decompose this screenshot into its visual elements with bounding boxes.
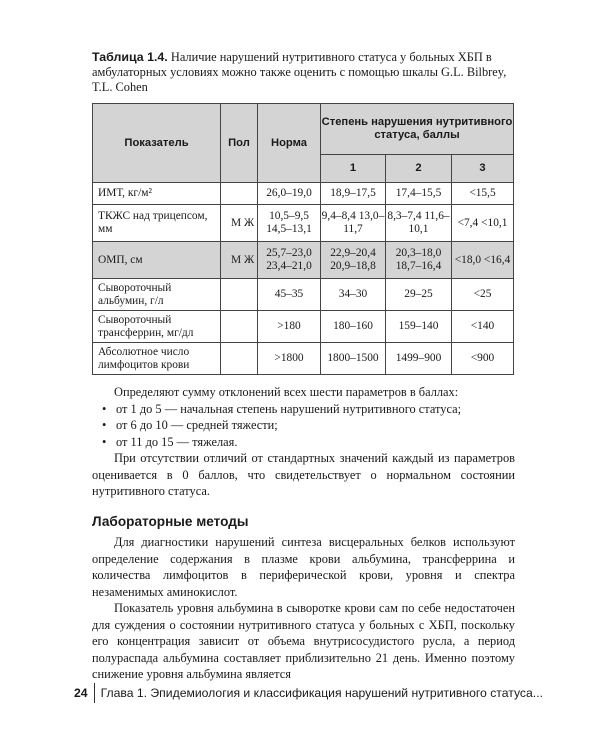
row-grade-3: <900 [452,343,514,375]
header-grade: Степень нарушения нутритивного статуса, баллы [321,104,514,155]
row-grade-2: 159–140 [386,311,452,343]
table-caption-text: Наличие нарушений нутритивного статуса у больных ХБП в амбулаторных условиях можно также оценить с помощью шкалы G.L. Bilbrey, T.L. Cohen [92,50,507,94]
bullet-icon: • [102,434,107,449]
header-norm: Норма [258,104,321,183]
row-sex [221,183,258,205]
row-grade-1: 34–30 [321,279,386,311]
list-item-text: от 11 до 15 — тяжелая. [116,434,238,449]
table-row [93,279,514,311]
row-grade-3: <15,5 [452,183,514,205]
row-norm: 25,7–23,0 23,4–21,0 [258,242,321,279]
row-label: ИМТ, кг/м² [93,183,221,205]
row-grade-3: <18,0 <16,4 [452,242,514,279]
row-grade-3: <140 [452,311,514,343]
row-norm: 10,5–9,5 14,5–13,1 [258,205,321,242]
row-norm: 26,0–19,0 [258,183,321,205]
bullet-icon: • [102,418,107,432]
lab-paragraph-1: Для диагностики нарушений синтеза висцеральных белков используют определение содержания в плазме крови альбумина, трансферрина и количества лимфоцитов в периферической крови, уровня и спектра незаменимых аминокислот. [92,535,515,599]
list-item [102,417,515,434]
row-sex [221,279,258,311]
page-number: 24 [74,686,88,700]
header-indicator: Показатель [93,104,221,183]
row-grade-2: 20,3–18,0 18,7–16,4 [386,242,452,279]
header-sex: Пол [221,104,258,183]
row-grade-2: 17,4–15,5 [386,183,452,205]
table-row [93,205,514,242]
table-caption [92,50,515,95]
nutritional-status-table [92,103,514,375]
row-grade-3: <25 [452,279,514,311]
row-grade-1: 22,9–20,4 20,9–18,8 [321,242,386,279]
row-label: Сывороточный трансферрин, мг/дл [93,311,221,343]
footer-divider [94,683,95,703]
header-grade-3: 3 [452,155,514,183]
bullet-icon: • [102,401,107,416]
row-label: ТКЖС над трицепсом, мм [93,205,221,242]
row-sex [221,311,258,343]
header-grade-1: 1 [321,155,386,183]
row-norm: 45–35 [258,279,321,311]
row-grade-2: 1499–900 [386,343,452,375]
list-item [102,401,515,418]
page-content [92,50,515,683]
row-sex: М Ж [221,242,258,279]
row-label: Сывороточный альбумин, г/л [93,279,221,311]
row-grade-3: <7,4 <10,1 [452,205,514,242]
table-caption-number: Таблица 1.4. [92,50,168,64]
row-grade-1: 18,9–17,5 [321,183,386,205]
chapter-title: Глава 1. Эпидемиология и классификация нарушений нутритивного статуса... [100,686,543,700]
row-grade-1: 9,4–8,4 13,0–11,7 [321,205,386,242]
intro-paragraph: Определяют сумму отклонений всех шести параметров в баллах: [114,385,459,399]
list-item-text: от 1 до 5 — начальная степень нарушений нутритивного статуса; [116,401,462,416]
section-title: Лабораторные методы [92,513,249,529]
row-norm: >1800 [258,343,321,375]
row-grade-1: 1800–1500 [321,343,386,375]
list-item-text: от 6 до 10 — средней тяжести; [116,418,278,432]
lab-paragraph-2: Показатель уровня альбумина в сыворотке крови сам по себе недостаточен для суждения о состоянии нутритивного статуса у больных с ХБП, поскольку его концентрация зависит от объема внутрисосудистого русла, а период полураспада альбумина составляет приблизительно 21 день. Именно поэтому снижение уровня альбумина является [92,601,515,681]
header-grade-2: 2 [386,155,452,183]
row-label: Абсолютное число лимфоцитов крови [93,343,221,375]
table-row [93,183,514,205]
body-text [92,384,515,683]
row-norm: >180 [258,311,321,343]
row-grade-2: 8,3–7,4 11,6–10,1 [386,205,452,242]
row-sex: М Ж [221,205,258,242]
page-footer [74,683,543,703]
score-list [92,401,515,451]
row-grade-1: 180–160 [321,311,386,343]
table-row [93,242,514,279]
table-row [93,343,514,375]
row-grade-2: 29–25 [386,279,452,311]
table-row [93,311,514,343]
list-item [102,434,515,451]
row-sex [221,343,258,375]
normal-status-paragraph: При отсутствии отличий от стандартных значений каждый из параметров оценивается в 0 баллов, что свидетельствует о нормальном состоянии нутритивного статуса. [92,451,515,498]
row-label: ОМП, см [93,242,221,279]
